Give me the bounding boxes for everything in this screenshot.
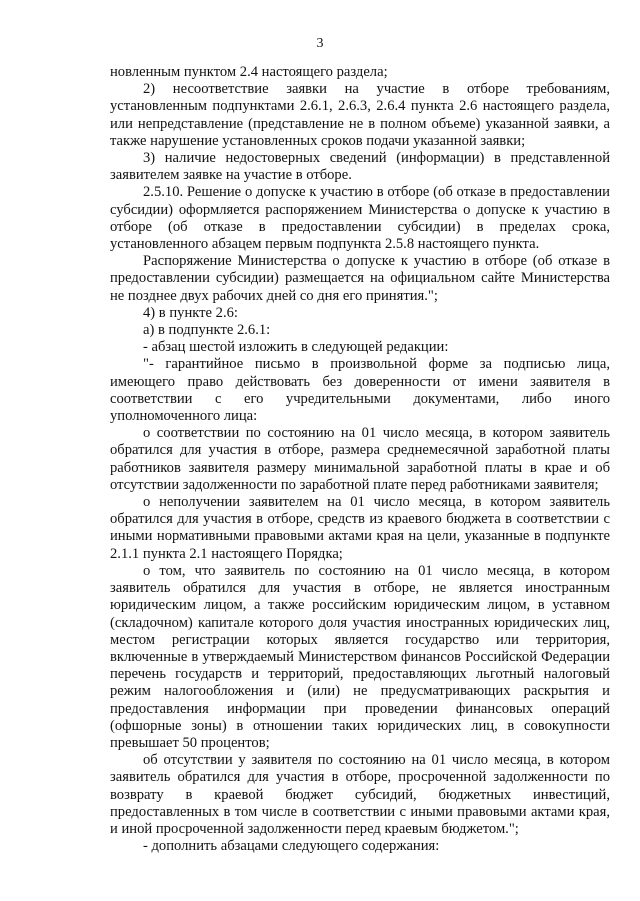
paragraph: о неполучении заявителем на 01 число месяца, в котором заявитель обратился для участия в отборе, средств из краевого бюджета в соответствии с иными нормативными правовыми актами края на цели, указанные в подпункте 2.1.1 пункта 2.1 настоящего Порядка;	[110, 494, 610, 562]
document-body	[110, 64, 610, 855]
paragraph: 4) в пункте 2.6:	[143, 304, 238, 321]
paragraph: Распоряжение Министерства о допуске к участию в отборе (об отказе в предоставлении субсидии) размещается на официальном сайте Министерства не позднее двух рабочих дней со дня его принятия.";	[110, 253, 610, 304]
paragraph: - абзац шестой изложить в следующей редакции:	[143, 339, 449, 356]
paragraph: об отсутствии у заявителя по состоянию на 01 число месяца, в котором заявитель обратился для участия в отборе, просроченной задолженности по возврату в краевой бюджет субсидий, бюджетных инвестиций, предоставленных в том числе в соответствии с иными правовыми актами края, и иной просроченной задолженности перед краевым бюджетом.";	[110, 752, 610, 837]
paragraph: 3) наличие недостоверных сведений (информации) в представленной заявителем заявке на участие в отборе.	[110, 150, 610, 184]
page-number: 3	[316, 36, 324, 51]
paragraph: - дополнить абзацами следующего содержания:	[143, 838, 440, 855]
paragraph: 2) несоответствие заявки на участие в отборе требованиям, установленным подпунктами 2.6.1, 2.6.3, 2.6.4 пункта 2.6 настоящего раздела, или непредставление (представление не в полном объеме) указанной заявки, а также нарушение установленных сроков подачи указанной заявки;	[110, 81, 610, 149]
paragraph: новленным пунктом 2.4 настоящего раздела;	[110, 64, 388, 80]
paragraph: "- гарантийное письмо в произвольной форме за подписью лица, имеющего право действовать без доверенности от имени заявителя в соответствии с его учредительными документами, либо иного уполномоченного лица:	[110, 356, 610, 425]
paragraph: о соответствии по состоянию на 01 число месяца, в котором заявитель обратился для участия в отборе, размера среднемесячной заработной платы работников заявителя размеру минимальной заработной платы в крае и об отсутствии задолженности по заработной плате перед работниками заявителя;	[110, 425, 610, 493]
paragraph: о том, что заявитель по состоянию на 01 число месяца, в котором заявитель обратился для участия в отборе, не является иностранным юридическим лицом, а также российским юридическим лицом, в уставном (складочном) капитале которого доля участия иностранных юридических лиц, местом регистрации которых является государство или территория, включенные в утверждаемый Министерством финансов Российской Федерации перечень государств и территорий, предоставляющих льготный налоговый режим налогообложения и (или) не предусматривающих раскрытия и предоставления информации при проведении финансовых операций (офшорные зоны) в отношении таких юридических лиц, в совокупности превышает 50 процентов;	[110, 562, 610, 751]
paragraph: а) в подпункте 2.6.1:	[143, 322, 271, 339]
paragraph: 2.5.10. Решение о допуске к участию в отборе (об отказе в предоставлении субсидии) оформляется распоряжением Министерства о допуске к участию в отборе (об отказе в предоставлении субсидии) в пределах срока, установленного абзацем первым подпункта 2.5.8 настоящего пункта.	[110, 184, 610, 253]
